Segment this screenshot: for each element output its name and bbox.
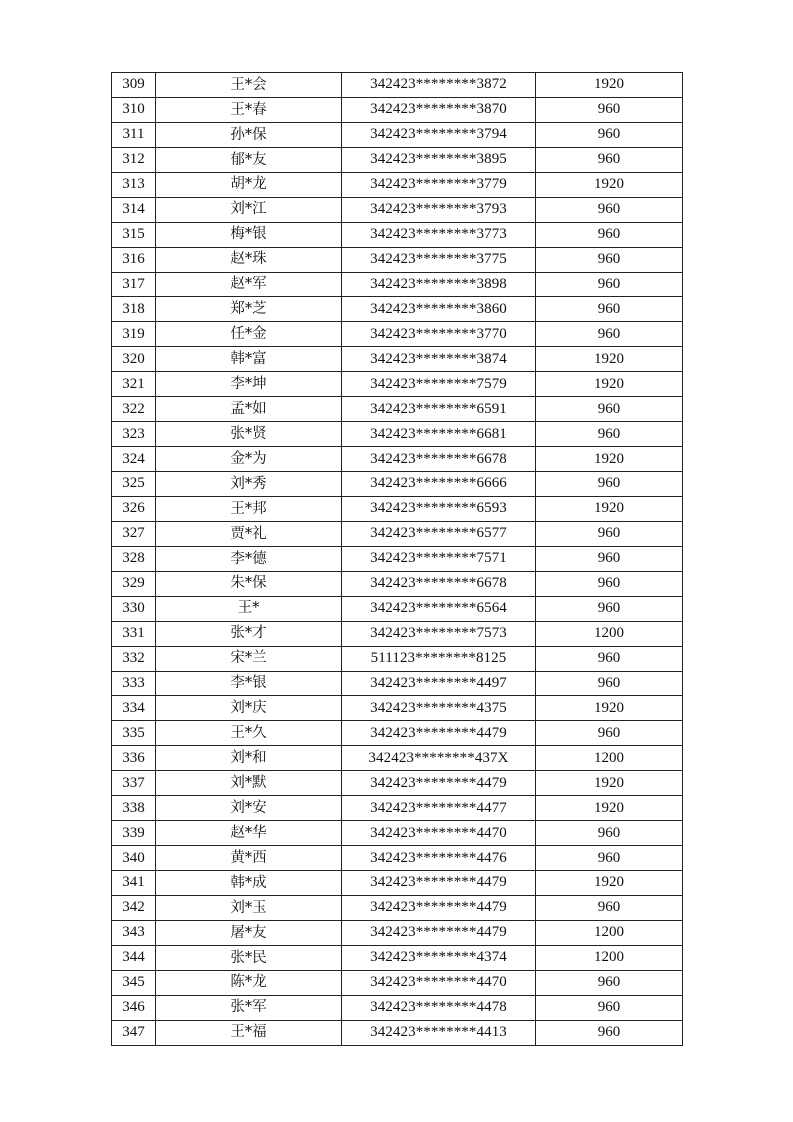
row-number-cell: 328	[112, 546, 156, 571]
amount-cell: 1920	[536, 447, 683, 472]
person-name-cell: 刘*玉	[156, 895, 342, 920]
amount-cell: 1200	[536, 920, 683, 945]
person-name-cell: 王*	[156, 596, 342, 621]
row-number-cell: 316	[112, 247, 156, 272]
row-number-cell: 338	[112, 796, 156, 821]
table-row	[112, 73, 683, 98]
id-number-cell: 342423********3779	[342, 172, 536, 197]
amount-cell: 960	[536, 322, 683, 347]
amount-cell: 960	[536, 297, 683, 322]
table-row	[112, 945, 683, 970]
id-number-cell: 342423********6681	[342, 422, 536, 447]
table-row	[112, 696, 683, 721]
table-row	[112, 746, 683, 771]
id-number-cell: 342423********4479	[342, 920, 536, 945]
person-name-cell: 黄*西	[156, 846, 342, 871]
table-row	[112, 796, 683, 821]
table-row	[112, 871, 683, 896]
table-row	[112, 895, 683, 920]
row-number-cell: 331	[112, 621, 156, 646]
id-number-cell: 511123********8125	[342, 646, 536, 671]
amount-cell: 960	[536, 397, 683, 422]
table-row	[112, 1020, 683, 1045]
table-row	[112, 521, 683, 546]
table-row	[112, 97, 683, 122]
person-name-cell: 刘*庆	[156, 696, 342, 721]
table-row	[112, 496, 683, 521]
row-number-cell: 312	[112, 147, 156, 172]
id-number-cell: 342423********6593	[342, 496, 536, 521]
amount-cell: 960	[536, 821, 683, 846]
id-number-cell: 342423********3775	[342, 247, 536, 272]
person-name-cell: 张*贤	[156, 422, 342, 447]
id-number-cell: 342423********4479	[342, 771, 536, 796]
amount-cell: 960	[536, 147, 683, 172]
amount-cell: 960	[536, 122, 683, 147]
amount-cell: 960	[536, 721, 683, 746]
id-number-cell: 342423********7573	[342, 621, 536, 646]
table-row	[112, 447, 683, 472]
table-row	[112, 422, 683, 447]
id-number-cell: 342423********4470	[342, 970, 536, 995]
person-name-cell: 王*久	[156, 721, 342, 746]
id-number-cell: 342423********6564	[342, 596, 536, 621]
amount-cell: 1920	[536, 73, 683, 98]
person-name-cell: 赵*军	[156, 272, 342, 297]
table-row	[112, 920, 683, 945]
amount-cell: 1920	[536, 496, 683, 521]
id-number-cell: 342423********7579	[342, 372, 536, 397]
table-row	[112, 347, 683, 372]
person-name-cell: 刘*秀	[156, 472, 342, 497]
person-name-cell: 李*银	[156, 671, 342, 696]
id-number-cell: 342423********4478	[342, 995, 536, 1020]
row-number-cell: 345	[112, 970, 156, 995]
id-number-cell: 342423********3874	[342, 347, 536, 372]
row-number-cell: 342	[112, 895, 156, 920]
person-name-cell: 孙*保	[156, 122, 342, 147]
id-number-cell: 342423********3770	[342, 322, 536, 347]
row-number-cell: 346	[112, 995, 156, 1020]
amount-cell: 960	[536, 970, 683, 995]
table-row	[112, 821, 683, 846]
id-number-cell: 342423********4497	[342, 671, 536, 696]
amount-cell: 1920	[536, 871, 683, 896]
person-name-cell: 宋*兰	[156, 646, 342, 671]
id-number-cell: 342423********4413	[342, 1020, 536, 1045]
person-name-cell: 陈*龙	[156, 970, 342, 995]
row-number-cell: 318	[112, 297, 156, 322]
row-number-cell: 336	[112, 746, 156, 771]
id-number-cell: 342423********4374	[342, 945, 536, 970]
row-number-cell: 344	[112, 945, 156, 970]
row-number-cell: 313	[112, 172, 156, 197]
person-name-cell: 刘*和	[156, 746, 342, 771]
row-number-cell: 332	[112, 646, 156, 671]
person-name-cell: 张*才	[156, 621, 342, 646]
id-number-cell: 342423********3898	[342, 272, 536, 297]
id-number-cell: 342423********3870	[342, 97, 536, 122]
row-number-cell: 310	[112, 97, 156, 122]
row-number-cell: 315	[112, 222, 156, 247]
person-name-cell: 任*金	[156, 322, 342, 347]
row-number-cell: 327	[112, 521, 156, 546]
amount-cell: 960	[536, 521, 683, 546]
table-row	[112, 122, 683, 147]
person-name-cell: 朱*保	[156, 571, 342, 596]
person-name-cell: 刘*江	[156, 197, 342, 222]
person-name-cell: 张*民	[156, 945, 342, 970]
person-name-cell: 郑*芝	[156, 297, 342, 322]
person-name-cell: 梅*银	[156, 222, 342, 247]
person-name-cell: 胡*龙	[156, 172, 342, 197]
person-name-cell: 赵*华	[156, 821, 342, 846]
table-row	[112, 272, 683, 297]
person-name-cell: 王*福	[156, 1020, 342, 1045]
table-row	[112, 571, 683, 596]
row-number-cell: 329	[112, 571, 156, 596]
amount-cell: 1920	[536, 771, 683, 796]
amount-cell: 960	[536, 995, 683, 1020]
row-number-cell: 340	[112, 846, 156, 871]
amount-cell: 960	[536, 1020, 683, 1045]
table-row	[112, 646, 683, 671]
roster-table-body	[112, 73, 683, 1046]
table-row	[112, 995, 683, 1020]
table-row	[112, 297, 683, 322]
row-number-cell: 320	[112, 347, 156, 372]
row-number-cell: 311	[112, 122, 156, 147]
amount-cell: 960	[536, 671, 683, 696]
amount-cell: 960	[536, 247, 683, 272]
id-number-cell: 342423********3895	[342, 147, 536, 172]
amount-cell: 960	[536, 197, 683, 222]
row-number-cell: 341	[112, 871, 156, 896]
row-number-cell: 326	[112, 496, 156, 521]
person-name-cell: 郁*友	[156, 147, 342, 172]
person-name-cell: 刘*安	[156, 796, 342, 821]
id-number-cell: 342423********6577	[342, 521, 536, 546]
id-number-cell: 342423********4479	[342, 895, 536, 920]
table-row	[112, 147, 683, 172]
row-number-cell: 323	[112, 422, 156, 447]
amount-cell: 1920	[536, 347, 683, 372]
id-number-cell: 342423********3872	[342, 73, 536, 98]
table-row	[112, 771, 683, 796]
id-number-cell: 342423********437X	[342, 746, 536, 771]
amount-cell: 1920	[536, 796, 683, 821]
table-row	[112, 970, 683, 995]
person-name-cell: 李*德	[156, 546, 342, 571]
amount-cell: 960	[536, 571, 683, 596]
table-row	[112, 621, 683, 646]
amount-cell: 1200	[536, 746, 683, 771]
amount-cell: 960	[536, 546, 683, 571]
amount-cell: 1920	[536, 696, 683, 721]
row-number-cell: 321	[112, 372, 156, 397]
person-name-cell: 韩*富	[156, 347, 342, 372]
table-row	[112, 372, 683, 397]
id-number-cell: 342423********7571	[342, 546, 536, 571]
person-name-cell: 王*邦	[156, 496, 342, 521]
table-row	[112, 546, 683, 571]
row-number-cell: 317	[112, 272, 156, 297]
row-number-cell: 314	[112, 197, 156, 222]
person-name-cell: 王*春	[156, 97, 342, 122]
id-number-cell: 342423********4477	[342, 796, 536, 821]
id-number-cell: 342423********4479	[342, 871, 536, 896]
person-name-cell: 赵*珠	[156, 247, 342, 272]
row-number-cell: 335	[112, 721, 156, 746]
row-number-cell: 309	[112, 73, 156, 98]
amount-cell: 960	[536, 97, 683, 122]
row-number-cell: 343	[112, 920, 156, 945]
id-number-cell: 342423********3860	[342, 297, 536, 322]
table-row	[112, 596, 683, 621]
table-row	[112, 397, 683, 422]
amount-cell: 1920	[536, 172, 683, 197]
amount-cell: 1200	[536, 621, 683, 646]
table-row	[112, 247, 683, 272]
person-name-cell: 贾*礼	[156, 521, 342, 546]
table-row	[112, 721, 683, 746]
person-name-cell: 孟*如	[156, 397, 342, 422]
table-row	[112, 222, 683, 247]
person-name-cell: 韩*成	[156, 871, 342, 896]
id-number-cell: 342423********4470	[342, 821, 536, 846]
amount-cell: 1920	[536, 372, 683, 397]
id-number-cell: 342423********3793	[342, 197, 536, 222]
amount-cell: 960	[536, 272, 683, 297]
table-row	[112, 322, 683, 347]
row-number-cell: 339	[112, 821, 156, 846]
row-number-cell: 324	[112, 447, 156, 472]
person-name-cell: 金*为	[156, 447, 342, 472]
id-number-cell: 342423********4375	[342, 696, 536, 721]
person-name-cell: 刘*默	[156, 771, 342, 796]
amount-cell: 960	[536, 846, 683, 871]
row-number-cell: 322	[112, 397, 156, 422]
amount-cell: 960	[536, 596, 683, 621]
row-number-cell: 325	[112, 472, 156, 497]
id-number-cell: 342423********3773	[342, 222, 536, 247]
row-number-cell: 337	[112, 771, 156, 796]
row-number-cell: 333	[112, 671, 156, 696]
amount-cell: 960	[536, 895, 683, 920]
id-number-cell: 342423********6666	[342, 472, 536, 497]
id-number-cell: 342423********4479	[342, 721, 536, 746]
amount-cell: 960	[536, 472, 683, 497]
table-row	[112, 671, 683, 696]
person-name-cell: 李*坤	[156, 372, 342, 397]
amount-cell: 960	[536, 646, 683, 671]
id-number-cell: 342423********3794	[342, 122, 536, 147]
amount-cell: 960	[536, 222, 683, 247]
amount-cell: 1200	[536, 945, 683, 970]
person-name-cell: 张*军	[156, 995, 342, 1020]
amount-cell: 960	[536, 422, 683, 447]
row-number-cell: 330	[112, 596, 156, 621]
table-row	[112, 172, 683, 197]
id-number-cell: 342423********4476	[342, 846, 536, 871]
id-number-cell: 342423********6591	[342, 397, 536, 422]
person-name-cell: 屠*友	[156, 920, 342, 945]
table-row	[112, 472, 683, 497]
table-row	[112, 846, 683, 871]
person-name-cell: 王*会	[156, 73, 342, 98]
row-number-cell: 319	[112, 322, 156, 347]
subsidy-roster-table	[111, 72, 683, 1046]
id-number-cell: 342423********6678	[342, 447, 536, 472]
id-number-cell: 342423********6678	[342, 571, 536, 596]
row-number-cell: 334	[112, 696, 156, 721]
table-row	[112, 197, 683, 222]
row-number-cell: 347	[112, 1020, 156, 1045]
